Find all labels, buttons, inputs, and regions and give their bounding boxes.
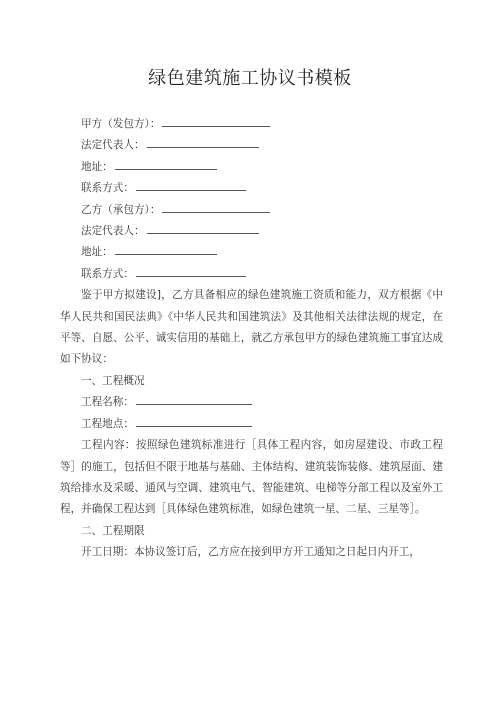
party-b-rep-label: 法定代表人： (81, 225, 145, 238)
section-1-heading: 一、工程概况 (81, 374, 145, 387)
document-title: 绿色建筑施工协议书模板 (148, 68, 352, 89)
party-a-contact-field (60, 178, 443, 199)
project-name-field (60, 392, 443, 413)
project-location-blank[interactable] (136, 417, 252, 427)
party-b-rep-blank[interactable] (147, 224, 259, 234)
party-b-blank[interactable] (162, 203, 270, 213)
party-a-contact-blank[interactable] (136, 181, 246, 191)
party-a-rep-label: 法定代表人： (81, 139, 145, 152)
start-date-paragraph: 开工日期：本协议签订后，乙方应在接到甲方开工通知之日起日内开工， (81, 546, 420, 559)
party-b-addr-label: 地址： (81, 246, 113, 259)
party-b-contact-field (60, 264, 443, 285)
party-a-addr-label: 地址： (81, 160, 113, 173)
party-a-rep-blank[interactable] (147, 138, 259, 148)
project-name-label: 工程名称： (81, 396, 134, 409)
party-a-rep-field (60, 135, 443, 156)
project-location-label: 工程地点： (81, 417, 134, 430)
project-location-field (60, 414, 443, 435)
project-name-blank[interactable] (136, 395, 252, 405)
intro-paragraph: 鉴于甲方拟建设]，乙方具备相应的绿色建筑施工资质和能力，双方根据《中华人民共和国民法典》《中华人民共和国建筑法》及其他相关法律法规的规定，在平等、自愿、公平、诚实信用的基础上，就乙方承包甲方的绿色建筑施工事宜达成如下协议： (60, 289, 443, 366)
party-b-rep-field (60, 221, 443, 242)
party-b-field (60, 200, 443, 221)
party-b-contact-blank[interactable] (136, 267, 246, 277)
party-b-contact-label: 联系方式： (81, 267, 134, 280)
party-b-label: 乙方（承包方）： (81, 203, 161, 216)
party-a-label: 甲方（发包方）： (81, 118, 161, 130)
party-a-addr-field (60, 157, 443, 178)
party-b-addr-blank[interactable] (115, 245, 217, 255)
party-a-addr-blank[interactable] (115, 160, 217, 170)
party-a-blank[interactable] (162, 117, 270, 127)
party-a-field (60, 114, 443, 135)
project-content-paragraph: 工程内容：按照绿色建筑标准进行［具体工程内容，如房屋建设、市政工程等］的施工，包括但不限于地基与基础、主体结构、建筑装饰装修、建筑屋面、建筑给排水及采暖、通风与空调、建筑电气、智能建筑、电梯等分部工程以及室外工程，并确保工程达到［具体绿色建筑标准，如绿色建筑一星、二星、三星等］。 (60, 439, 443, 516)
party-b-addr-field (60, 242, 443, 263)
document-body (60, 114, 443, 564)
party-a-contact-label: 联系方式： (81, 182, 134, 195)
section-2-heading: 二、工程期限 (81, 524, 145, 537)
